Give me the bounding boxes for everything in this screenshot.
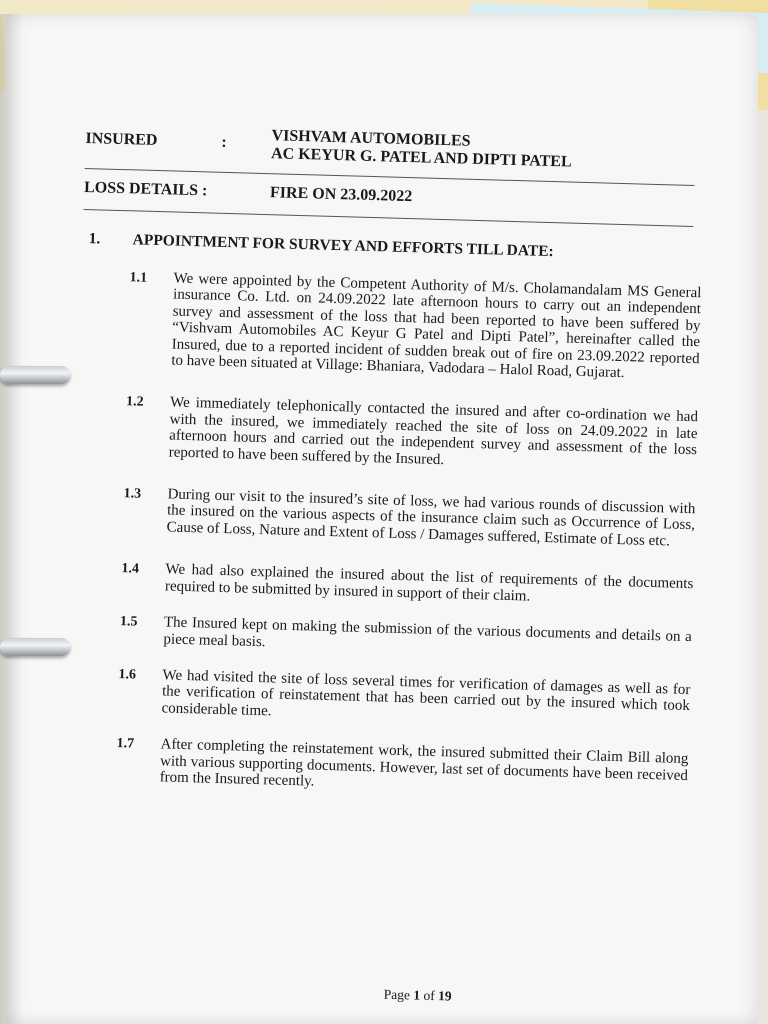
paragraph-text: We had visited the site of loss several times for verification of damages as well as for the verification of reinstatement that has been carried out by the insured which took considerable time. [161, 667, 691, 720]
paragraph [71, 612, 692, 662]
page-current: 1 [413, 987, 421, 1003]
paragraph [67, 734, 688, 801]
binder-ring-top [0, 366, 70, 384]
paragraph-number: 1.7 [116, 736, 135, 752]
page-content [67, 120, 705, 1004]
insured-value [271, 127, 573, 171]
paragraph-number: 1.1 [129, 270, 148, 286]
page-of: of [423, 987, 435, 1004]
binder-edge-shadow [0, 14, 22, 1024]
paragraph [79, 268, 702, 384]
paragraph-text: We had also explained the insured about the list of requirements of the documents required to be submitted by insured in support of their claim. [164, 561, 694, 605]
section-title: APPOINTMENT FOR SURVEY AND EFFORTS TILL DATE: [132, 231, 554, 261]
loss-details-row [84, 175, 704, 216]
insured-label: INSURED [85, 129, 158, 150]
paragraph-number: 1.5 [119, 614, 138, 630]
paragraph-number: 1.3 [123, 486, 142, 502]
paragraph-text: The Insured kept on making the submission of the various documents and details on a piece meal basis. [163, 614, 693, 650]
loss-details-label: LOSS DETAILS : [83, 178, 208, 200]
paragraph [69, 665, 690, 732]
paragraph-text: During our visit to the insured’s site of loss, we had various rounds of discussion with the insured on the various aspects of the insurance claim such as Occurrence of Loss, Cause of Loss, Nature and Extent of Loss / Damages suffered, Estimate of Loss etc. [166, 486, 696, 550]
insured-colon: : [221, 133, 227, 151]
paragraph-text: After completing the reinstatement work, the insured submitted their Claim Bill along with various supporting documents. However, last set of documents have been received from the Insured recently. [159, 736, 689, 790]
insured-name-line1: VISHVAM AUTOMOBILES [271, 127, 471, 150]
section-number: 1. [88, 230, 101, 248]
paragraph-number: 1.2 [125, 394, 144, 411]
insured-name-line2: AC KEYUR G. PATEL AND DIPTI PATEL [270, 145, 572, 171]
paragraph-text: We were appointed by the Competent Authority of M/s. Cholamandalam MS General insurance Co. Ltd. on 24.09.2022 late afternoon hours to carry out an independent survey and assessment of the loss that had been reported to have been suffered by “Vishvam Automobiles AC Keyur G Patel and Dipti Patel”, hereinafter called the Insured, due to a reported incident of sudden break out of fire on 23.09.2022 reported to have been situated at Village: Bhaniara, Vadodara – Halol Road, Gujarat. [171, 270, 702, 382]
paragraph-number: 1.4 [121, 561, 140, 577]
paragraph [73, 559, 694, 609]
page-footer [108, 978, 728, 1012]
paragraph [77, 392, 699, 475]
binder-ring-bottom [0, 638, 70, 656]
loss-details-value: FIRE ON 23.09.2022 [269, 184, 413, 206]
page-word: Page [383, 986, 411, 1003]
page-total: 19 [437, 988, 452, 1004]
document-page [6, 14, 758, 1024]
section-heading [82, 230, 702, 269]
insured-row [85, 120, 706, 175]
paragraph-number: 1.6 [118, 667, 137, 683]
paragraph-text: We immediately telephonically contacted the insured and after co-ordination we had with the insured, we immediately reached the site of loss on 24.09.2022 in late afternoon hours and carried out the independent survey and assessment of the loss reported to have been suffered by the Insured. [168, 394, 699, 468]
paragraph [74, 484, 695, 551]
